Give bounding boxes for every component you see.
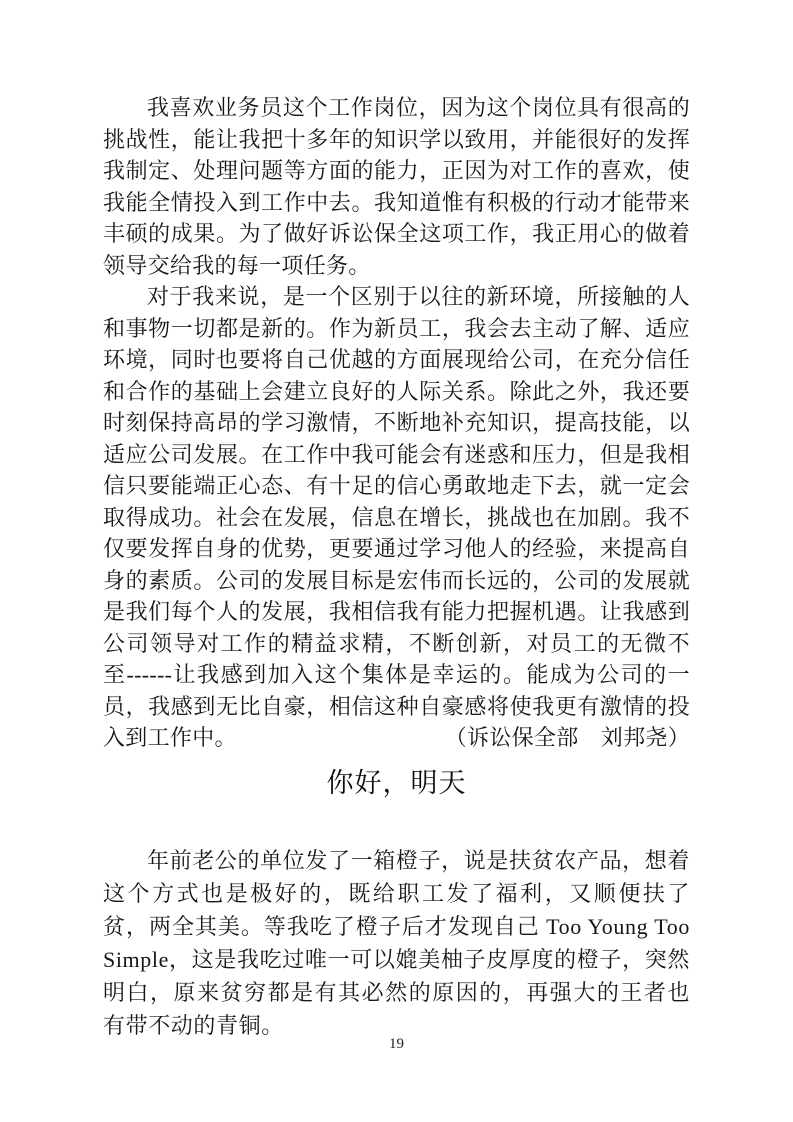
essay-paragraph-2 — [103, 281, 690, 754]
essay-paragraph-1: 我喜欢业务员这个工作岗位，因为这个岗位具有很高的挑战性，能让我把十多年的知识学以致用，并能很好的发挥我制定、处理问题等方面的能力，正因为对工作的喜欢，使我能全情投入到工作中去。我知道惟有积极的行动才能带来丰硕的成果。为了做好诉讼保全这项工作，我正用心的做着领导交给我的每一项任务。 — [103, 95, 690, 278]
essay-paragraph-2-text: 对于我来说，是一个区别于以往的新环境，所接触的人和事物一切都是新的。作为新员工，我会去主动了解、适应环境，同时也要将自己优越的方面展现给公司，在充分信任和合作的基础上会建立良好的人际关系。除此之外，我还要时刻保持高昂的学习激情，不断地补充知识，提高技能，以适应公司发展。在工作中我可能会有迷惑和压力，但是我相信只要能端正心态、有十足的信心勇敢地走下去，就一定会取得成功。社会在发展，信息在增长，挑战也在加剧。我不仅要发挥自身的优势，更要通过学习他人的经验，来提高自身的素质。公司的发展目标是宏伟而长远的，公司的发展就是我们每个人的发展，我相信我有能力把握机遇。让我感到公司领导对工作的精益求精，不断创新，对员工的无微不至------让我感到加入这个集体是幸运的。能成为公司的一员，我感到无比自豪，相信这种自豪感将使我更有激情的投入到工作中。 — [103, 284, 690, 750]
essay-employee-reflection — [103, 92, 690, 754]
essay-signature: （诉讼保全部 刘邦尧） — [444, 725, 690, 750]
page-number: 19 — [389, 1036, 404, 1052]
essay-hello-tomorrow — [103, 844, 690, 1042]
essay-paragraph-3: 年前老公的单位发了一箱橙子，说是扶贫农产品，想着这个方式也是极好的，既给职工发了福利，又顺便扶了贫，两全其美。等我吃了橙子后才发现自己 Too Young Too Simple，这是我吃过唯一可以媲美柚子皮厚度的橙子，突然明白，原来贫穷都是有其必然的原因的，再强大的王者也有带不动的青铜。 — [103, 847, 690, 1038]
page-content — [103, 92, 690, 1042]
page-footer — [0, 1035, 793, 1053]
essay-title: 你好，明天 — [326, 767, 467, 798]
